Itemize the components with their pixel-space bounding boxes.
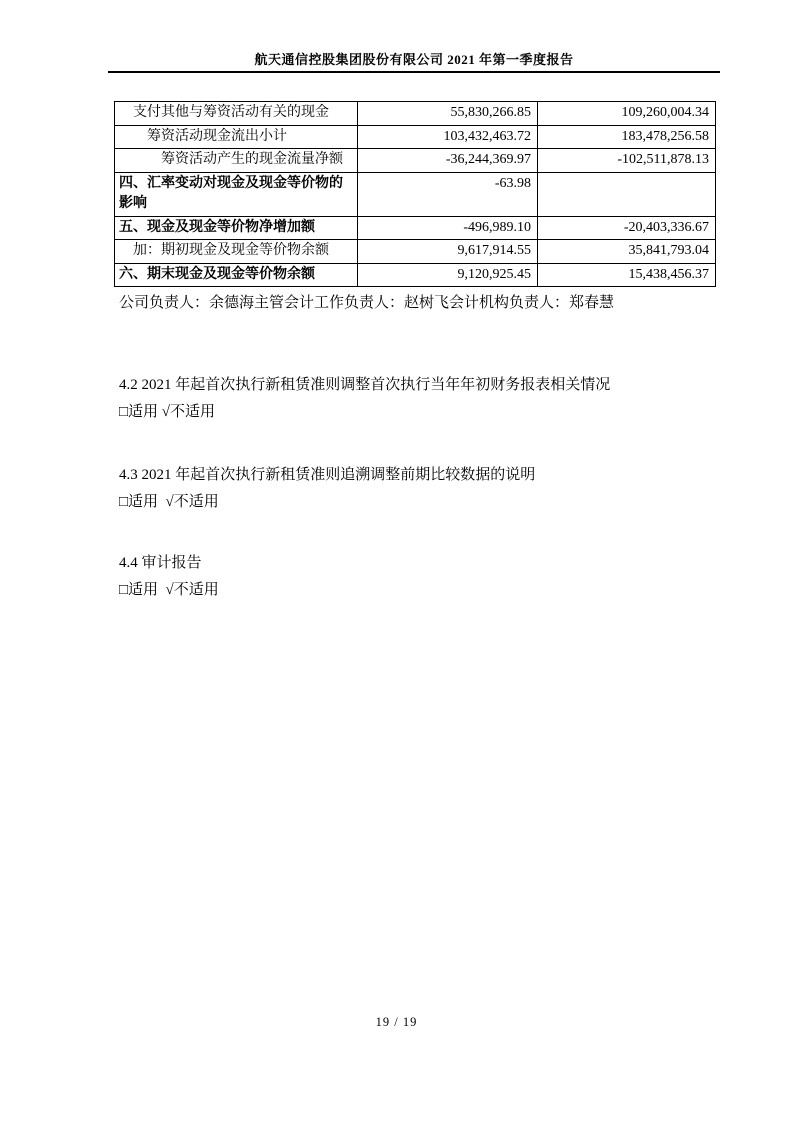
current-period-value-cell: 9,617,914.55 <box>358 240 538 264</box>
section-4-3-applicability: □适用 √不适用 <box>119 494 219 510</box>
prior-period-value-cell: -102,511,878.13 <box>538 149 716 173</box>
current-period-value-cell: 55,830,266.85 <box>358 102 538 126</box>
section-4-2-heading: 4.2 2021 年起首次执行新租赁准则调整首次执行当年年初财务报表相关情况 <box>119 377 611 393</box>
prior-period-value-cell: 15,438,456.37 <box>538 263 716 287</box>
table-row <box>115 149 716 173</box>
section-4-2-applicability: □适用 √不适用 <box>119 404 216 420</box>
table-row <box>115 125 716 149</box>
section-4-4-applicability: □适用 √不适用 <box>119 582 219 598</box>
cash-flow-table <box>114 101 716 287</box>
prior-period-value-cell: 183,478,256.58 <box>538 125 716 149</box>
row-label-cell: 五、现金及现金等价物净增加额 <box>115 216 358 240</box>
current-period-value-cell: 103,432,463.72 <box>358 125 538 149</box>
row-label-cell: 加：期初现金及现金等价物余额 <box>115 240 358 264</box>
cash-flow-table-body <box>115 102 716 287</box>
table-row <box>115 240 716 264</box>
responsible-persons-line: 公司负责人：余德海主管会计工作负责人：赵树飞会计机构负责人：郑春慧 <box>119 295 615 311</box>
current-period-value-cell: -63.98 <box>358 172 538 216</box>
row-label-cell: 筹资活动现金流出小计 <box>115 125 358 149</box>
table-row <box>115 263 716 287</box>
current-period-value-cell: -36,244,369.97 <box>358 149 538 173</box>
document-header-title: 航天通信控股集团股份有限公司 2021 年第一季度报告 <box>254 52 574 67</box>
header-rule-line <box>108 71 720 73</box>
table-row <box>115 216 716 240</box>
row-label-cell: 支付其他与筹资活动有关的现金 <box>115 102 358 126</box>
row-label-cell: 四、汇率变动对现金及现金等价物的影响 <box>115 172 358 216</box>
prior-period-value-cell: -20,403,336.67 <box>538 216 716 240</box>
prior-period-value-cell: 109,260,004.34 <box>538 102 716 126</box>
prior-period-value-cell <box>538 172 716 216</box>
table-row <box>115 172 716 216</box>
row-label-cell: 六、期末现金及现金等价物余额 <box>115 263 358 287</box>
current-period-value-cell: 9,120,925.45 <box>358 263 538 287</box>
table-row <box>115 102 716 126</box>
section-4-4-heading: 4.4 审计报告 <box>119 555 202 571</box>
prior-period-value-cell: 35,841,793.04 <box>538 240 716 264</box>
section-4-3-heading: 4.3 2021 年起首次执行新租赁准则追溯调整前期比较数据的说明 <box>119 467 536 483</box>
page-number: 19 / 19 <box>375 1015 418 1029</box>
current-period-value-cell: -496,989.10 <box>358 216 538 240</box>
row-label-cell: 筹资活动产生的现金流量净额 <box>115 149 358 173</box>
